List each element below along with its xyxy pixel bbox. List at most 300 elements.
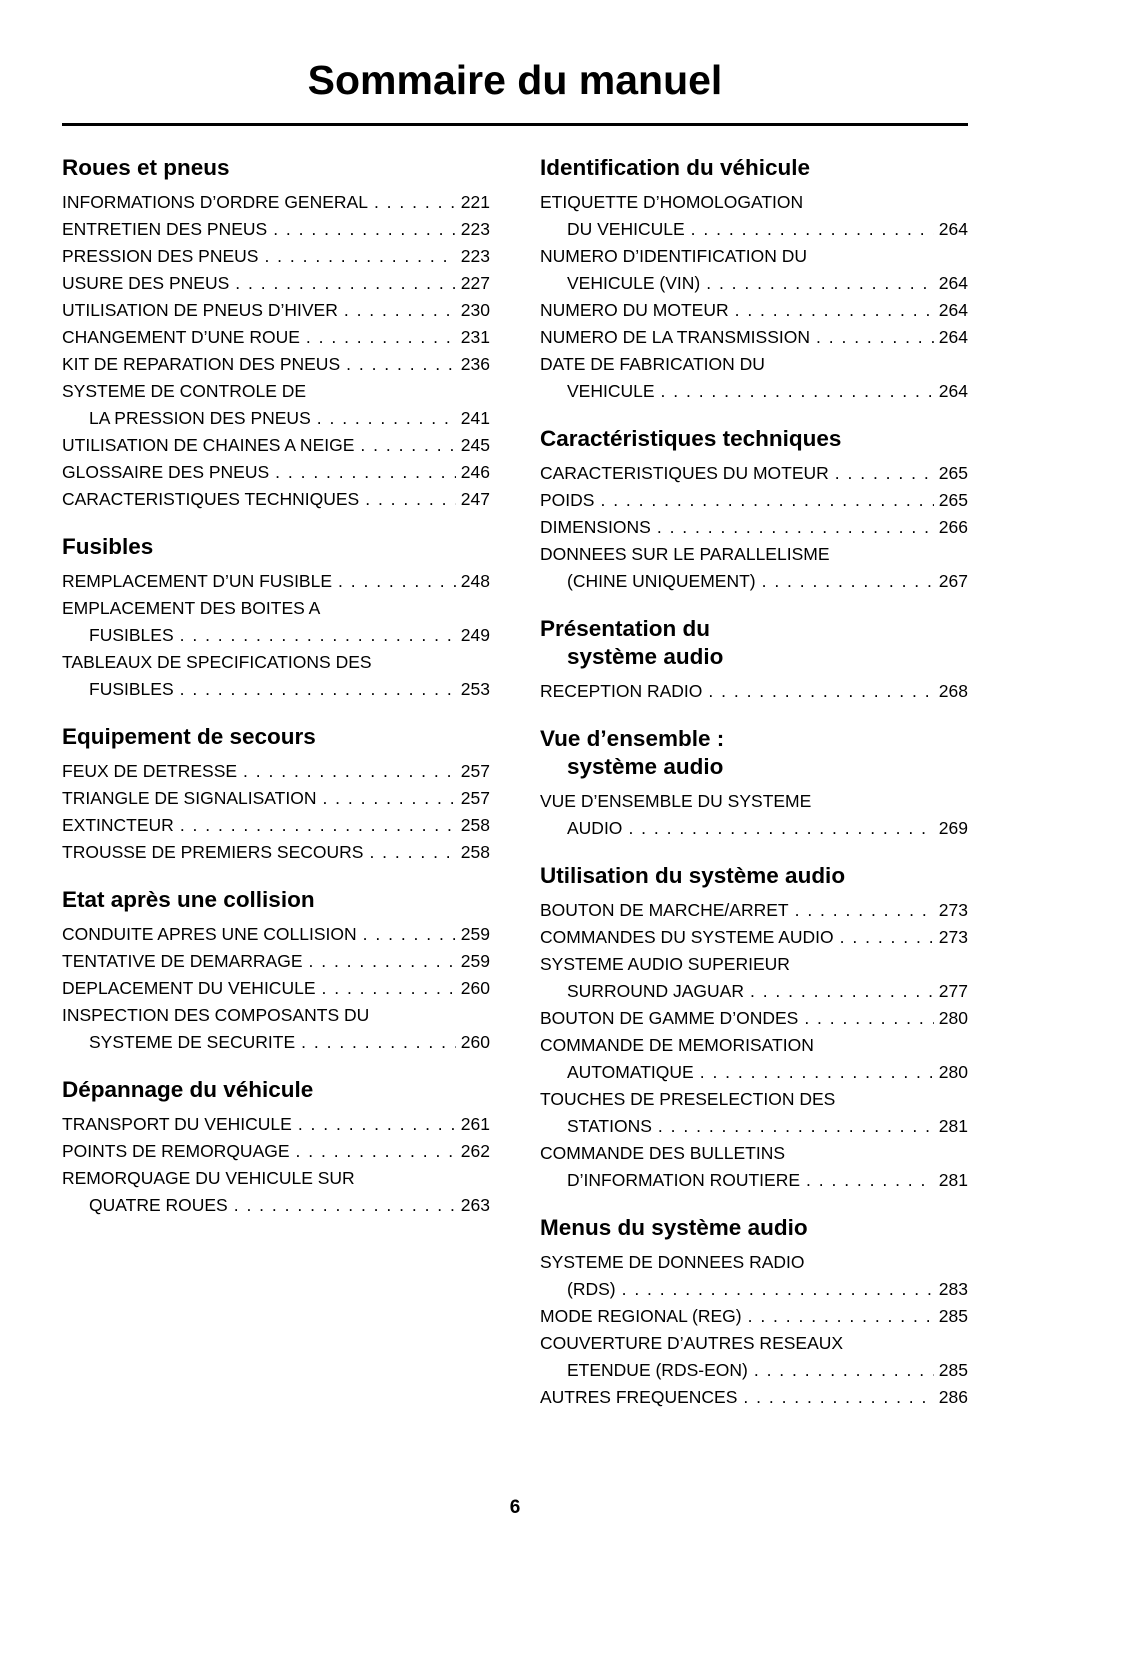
toc-entry-line	[540, 514, 968, 541]
toc-entry	[540, 189, 968, 243]
entry-title: REMORQUAGE DU VEHICULE SUR	[62, 1168, 355, 1188]
entry-title: AUTOMATIQUE	[567, 1062, 694, 1082]
entry-title: FUSIBLES	[89, 625, 174, 645]
entry-title: CARACTERISTIQUES TECHNIQUES	[62, 489, 360, 509]
entry-page-ref: 246	[460, 462, 490, 482]
toc-entry-line	[62, 351, 490, 378]
toc-entry-line	[540, 678, 968, 705]
entry-page-ref: 264	[938, 381, 968, 401]
entry-title: CONDUITE APRES UNE COLLISION	[62, 924, 357, 944]
toc-entry	[62, 921, 490, 948]
toc-entry-line	[62, 839, 490, 866]
dot-leader	[374, 189, 456, 216]
entry-page-ref: 223	[460, 219, 490, 239]
dot-leader	[795, 897, 934, 924]
entry-page-ref: 265	[938, 463, 968, 483]
entry-page-ref: 286	[938, 1387, 968, 1407]
toc-entry-line	[62, 432, 490, 459]
toc-entry	[540, 1330, 968, 1384]
toc-entry-line	[540, 189, 968, 216]
toc-entry-line	[62, 405, 490, 432]
toc-entry	[62, 1111, 490, 1138]
entry-page-ref: 258	[460, 842, 490, 862]
entry-page-ref: 285	[938, 1306, 968, 1326]
page-title: Sommaire du manuel	[307, 57, 723, 103]
entry-title: AUTRES FREQUENCES	[540, 1387, 738, 1407]
section-heading	[540, 862, 968, 890]
toc-section	[540, 615, 968, 705]
entry-title: EXTINCTEUR	[62, 815, 174, 835]
toc-entry	[62, 486, 490, 513]
dot-leader	[264, 243, 455, 270]
toc-entry	[540, 487, 968, 514]
dot-leader	[735, 297, 934, 324]
entry-title: ETIQUETTE D’HOMOLOGATION	[540, 192, 804, 212]
dot-leader	[806, 1167, 934, 1194]
dot-leader	[750, 978, 934, 1005]
toc-entry	[62, 459, 490, 486]
entry-title: TOUCHES DE PRESELECTION DES	[540, 1089, 836, 1109]
entry-page-ref: 259	[460, 924, 490, 944]
toc-columns	[62, 134, 968, 1411]
dot-leader	[657, 514, 934, 541]
section-heading-line: Caractéristiques techniques	[540, 426, 842, 451]
entry-page-ref: 257	[460, 761, 490, 781]
entry-title: POIDS	[540, 490, 595, 510]
toc-entry-line	[62, 459, 490, 486]
dot-leader	[600, 487, 933, 514]
toc-entry-line	[62, 297, 490, 324]
entry-title: QUATRE ROUES	[89, 1195, 228, 1215]
entry-page-ref: 262	[460, 1141, 490, 1161]
toc-section	[540, 154, 968, 405]
entry-title: REMPLACEMENT D’UN FUSIBLE	[62, 571, 333, 591]
section-heading-line: Etat après une collision	[62, 887, 315, 912]
toc-entry-line	[540, 1140, 968, 1167]
entry-title: SYSTEME DE DONNEES RADIO	[540, 1252, 805, 1272]
dot-leader	[628, 815, 933, 842]
dot-leader	[306, 324, 456, 351]
entry-title: COMMANDE DES BULLETINS	[540, 1143, 786, 1163]
toc-entry-line	[540, 978, 968, 1005]
entry-page-ref: 253	[460, 679, 490, 699]
entry-title: TABLEAUX DE SPECIFICATIONS DES	[62, 652, 372, 672]
dot-leader	[816, 324, 934, 351]
toc-entry-line	[540, 1249, 968, 1276]
entry-title: LA PRESSION DES PNEUS	[89, 408, 311, 428]
entry-title: D’INFORMATION ROUTIERE	[567, 1170, 801, 1190]
toc-entry	[540, 460, 968, 487]
entry-title: TENTATIVE DE DEMARRAGE	[62, 951, 303, 971]
entry-page-ref: 266	[938, 517, 968, 537]
toc-entry-line	[62, 595, 490, 622]
toc-entry-line	[62, 649, 490, 676]
page-content	[62, 0, 968, 1654]
entry-title: BOUTON DE MARCHE/ARRET	[540, 900, 789, 920]
entry-page-ref: 258	[460, 815, 490, 835]
entry-title: FUSIBLES	[89, 679, 174, 699]
toc-entry-line	[540, 1167, 968, 1194]
toc-entry-line	[540, 1357, 968, 1384]
entry-page-ref: 281	[938, 1116, 968, 1136]
toc-entry-line	[540, 1059, 968, 1086]
entry-title: DEPLACEMENT DU VEHICULE	[62, 978, 316, 998]
entry-page-ref: 280	[938, 1008, 968, 1028]
entry-title: ETENDUE (RDS-EON)	[567, 1360, 748, 1380]
section-heading	[540, 725, 968, 781]
dot-leader	[298, 1111, 456, 1138]
toc-entry	[62, 649, 490, 703]
entry-page-ref: 230	[460, 300, 490, 320]
toc-entry-line	[62, 378, 490, 405]
entry-title: TROUSSE DE PREMIERS SECOURS	[62, 842, 364, 862]
toc-column-right	[540, 134, 968, 1411]
entry-page-ref: 268	[938, 681, 968, 701]
toc-entry-line	[62, 324, 490, 351]
toc-entry	[62, 595, 490, 649]
toc-entry	[540, 1303, 968, 1330]
dot-leader	[743, 1384, 933, 1411]
entry-page-ref: 269	[938, 818, 968, 838]
toc-entry-line	[540, 487, 968, 514]
toc-section	[62, 154, 490, 513]
entry-title: (RDS)	[567, 1279, 616, 1299]
dot-leader	[691, 216, 934, 243]
entry-title: USURE DES PNEUS	[62, 273, 230, 293]
toc-entry	[62, 324, 490, 351]
entry-title: SYSTEME DE CONTROLE DE	[62, 381, 307, 401]
dot-leader	[365, 486, 456, 513]
toc-column-left	[62, 134, 490, 1219]
entry-title: COMMANDE DE MEMORISATION	[540, 1035, 814, 1055]
entry-page-ref: 277	[938, 981, 968, 1001]
toc-section	[540, 862, 968, 1194]
entry-title: CHANGEMENT D’UNE ROUE	[62, 327, 300, 347]
section-heading-line: Dépannage du véhicule	[62, 1077, 314, 1102]
entry-title: (CHINE UNIQUEMENT)	[567, 571, 756, 591]
toc-entry-line	[540, 1384, 968, 1411]
toc-entry-line	[62, 1138, 490, 1165]
toc-entry	[62, 270, 490, 297]
section-heading	[62, 533, 490, 561]
entry-page-ref: 264	[938, 327, 968, 347]
toc-entry-line	[540, 788, 968, 815]
toc-entry	[540, 297, 968, 324]
toc-entry	[62, 297, 490, 324]
entry-title: DIMENSIONS	[540, 517, 651, 537]
section-heading-line: Présentation du	[540, 616, 711, 641]
toc-section	[540, 725, 968, 842]
toc-entry-line	[540, 378, 968, 405]
toc-entry	[62, 1165, 490, 1219]
entry-title: UTILISATION DE CHAINES A NEIGE	[62, 435, 355, 455]
toc-entry-line	[62, 758, 490, 785]
toc-entry	[540, 1005, 968, 1032]
entry-title: CARACTERISTIQUES DU MOTEUR	[540, 463, 829, 483]
dot-leader	[840, 924, 934, 951]
entry-page-ref: 227	[460, 273, 490, 293]
dot-leader	[243, 758, 456, 785]
dot-leader	[363, 921, 456, 948]
toc-entry-line	[540, 951, 968, 978]
entry-title: KIT DE REPARATION DES PNEUS	[62, 354, 341, 374]
toc-entry-line	[62, 975, 490, 1002]
dot-leader	[658, 1113, 934, 1140]
section-heading	[540, 425, 968, 453]
dot-leader	[346, 351, 456, 378]
section-heading-line: système audio	[567, 754, 724, 779]
section-heading-line: Fusibles	[62, 534, 154, 559]
entry-page-ref: 264	[938, 219, 968, 239]
toc-entry	[62, 378, 490, 432]
toc-entry	[540, 243, 968, 297]
toc-entry-line	[62, 921, 490, 948]
entry-title: COMMANDES DU SYSTEME AUDIO	[540, 927, 834, 947]
section-heading	[62, 886, 490, 914]
entry-page-ref: 245	[460, 435, 490, 455]
dot-leader	[309, 948, 456, 975]
entry-page-ref: 231	[460, 327, 490, 347]
toc-entry	[540, 324, 968, 351]
entry-page-ref: 273	[938, 900, 968, 920]
entry-page-ref: 267	[938, 571, 968, 591]
entry-title: BOUTON DE GAMME D’ONDES	[540, 1008, 799, 1028]
dot-leader	[835, 460, 934, 487]
toc-entry	[540, 541, 968, 595]
entry-title: RECEPTION RADIO	[540, 681, 703, 701]
toc-entry-line	[540, 815, 968, 842]
entry-title: EMPLACEMENT DES BOITES A	[62, 598, 321, 618]
toc-entry-line	[540, 324, 968, 351]
dot-leader	[622, 1276, 934, 1303]
entry-title: UTILISATION DE PNEUS D’HIVER	[62, 300, 338, 320]
toc-entry-line	[540, 541, 968, 568]
entry-title: VEHICULE (VIN)	[567, 273, 701, 293]
toc-section	[540, 425, 968, 595]
toc-entry	[62, 243, 490, 270]
dot-leader	[661, 378, 934, 405]
toc-entry	[540, 788, 968, 842]
entry-page-ref: 281	[938, 1170, 968, 1190]
dot-leader	[754, 1357, 934, 1384]
toc-entry-line	[62, 568, 490, 595]
entry-page-ref: 223	[460, 246, 490, 266]
entry-title: SYSTEME DE SECURITE	[89, 1032, 296, 1052]
dot-leader	[344, 297, 456, 324]
entry-page-ref: 260	[460, 978, 490, 998]
toc-entry	[540, 678, 968, 705]
entry-page-ref: 247	[460, 489, 490, 509]
entry-page-ref: 283	[938, 1279, 968, 1299]
dot-leader	[322, 975, 456, 1002]
toc-entry-line	[540, 1113, 968, 1140]
dot-leader	[804, 1005, 933, 1032]
entry-title: INSPECTION DES COMPOSANTS DU	[62, 1005, 370, 1025]
toc-entry-line	[62, 1165, 490, 1192]
toc-entry	[62, 189, 490, 216]
toc-entry-line	[62, 1029, 490, 1056]
entry-page-ref: 241	[460, 408, 490, 428]
toc-entry-line	[62, 622, 490, 649]
entry-title: PRESSION DES PNEUS	[62, 246, 259, 266]
dot-leader	[273, 216, 456, 243]
toc-entry	[62, 1002, 490, 1056]
entry-title: GLOSSAIRE DES PNEUS	[62, 462, 270, 482]
toc-entry-line	[62, 812, 490, 839]
entry-page-ref: 259	[460, 951, 490, 971]
toc-entry	[540, 951, 968, 1005]
toc-entry-line	[540, 351, 968, 378]
toc-entry	[540, 1140, 968, 1194]
toc-entry-line	[62, 676, 490, 703]
entry-title: MODE REGIONAL (REG)	[540, 1306, 742, 1326]
dot-leader	[234, 1192, 456, 1219]
toc-section	[62, 723, 490, 866]
entry-title: VUE D’ENSEMBLE DU SYSTEME	[540, 791, 812, 811]
entry-title: VEHICULE	[567, 381, 655, 401]
dot-leader	[369, 839, 455, 866]
dot-leader	[322, 785, 455, 812]
entry-title: AUDIO	[567, 818, 623, 838]
toc-entry-line	[540, 1005, 968, 1032]
section-heading	[62, 1076, 490, 1104]
dot-leader	[180, 812, 456, 839]
entry-title: TRANSPORT DU VEHICULE	[62, 1114, 292, 1134]
toc-entry-line	[62, 785, 490, 812]
entry-title: POINTS DE REMORQUAGE	[62, 1141, 290, 1161]
entry-page-ref: 236	[460, 354, 490, 374]
toc-section	[62, 1076, 490, 1219]
entry-title: NUMERO DE LA TRANSMISSION	[540, 327, 811, 347]
entry-title: TRIANGLE DE SIGNALISATION	[62, 788, 317, 808]
title-rule	[62, 123, 968, 126]
toc-entry	[540, 1032, 968, 1086]
toc-entry-line	[62, 1002, 490, 1029]
section-heading	[540, 615, 968, 671]
dot-leader	[708, 678, 933, 705]
toc-entry-line	[62, 216, 490, 243]
toc-entry	[540, 924, 968, 951]
toc-entry-line	[62, 189, 490, 216]
toc-entry-line	[540, 568, 968, 595]
toc-entry	[62, 839, 490, 866]
toc-entry-line	[540, 1032, 968, 1059]
toc-entry	[62, 1138, 490, 1165]
entry-title: INFORMATIONS D’ORDRE GENERAL	[62, 192, 368, 212]
toc-entry-line	[540, 1086, 968, 1113]
section-heading-line: Equipement de secours	[62, 724, 316, 749]
toc-entry	[62, 568, 490, 595]
entry-page-ref: 265	[938, 490, 968, 510]
toc-entry-line	[62, 1192, 490, 1219]
entry-page-ref: 264	[938, 300, 968, 320]
entry-title: STATIONS	[567, 1116, 652, 1136]
toc-entry-line	[540, 1303, 968, 1330]
dot-leader	[700, 1059, 934, 1086]
entry-page-ref: 257	[460, 788, 490, 808]
entry-title: NUMERO D’IDENTIFICATION DU	[540, 246, 808, 266]
toc-entry	[62, 351, 490, 378]
toc-entry-line	[540, 216, 968, 243]
section-heading-line: Vue d’ensemble :	[540, 726, 725, 751]
dot-leader	[180, 622, 456, 649]
section-heading	[62, 723, 490, 751]
toc-entry-line	[62, 243, 490, 270]
entry-page-ref: 264	[938, 273, 968, 293]
entry-title: NUMERO DU MOTEUR	[540, 300, 729, 320]
entry-page-ref: 261	[460, 1114, 490, 1134]
dot-leader	[748, 1303, 934, 1330]
entry-title: DU VEHICULE	[567, 219, 685, 239]
toc-entry-line	[540, 270, 968, 297]
dot-leader	[301, 1029, 456, 1056]
entry-title: SYSTEME AUDIO SUPERIEUR	[540, 954, 790, 974]
dot-leader	[296, 1138, 456, 1165]
toc-entry	[540, 1086, 968, 1140]
entry-page-ref: 221	[460, 192, 490, 212]
toc-entry	[62, 812, 490, 839]
toc-entry	[540, 1249, 968, 1303]
toc-entry	[540, 351, 968, 405]
section-heading	[62, 154, 490, 182]
toc-entry	[62, 785, 490, 812]
entry-title: ENTRETIEN DES PNEUS	[62, 219, 268, 239]
entry-title: DONNEES SUR LE PARALLELISME	[540, 544, 830, 564]
dot-leader	[317, 405, 456, 432]
dot-leader	[706, 270, 934, 297]
toc-entry	[540, 897, 968, 924]
toc-entry-line	[540, 243, 968, 270]
section-heading	[540, 1214, 968, 1242]
toc-section	[62, 886, 490, 1056]
toc-entry	[540, 514, 968, 541]
section-heading-line: Utilisation du système audio	[540, 863, 846, 888]
entry-page-ref: 280	[938, 1062, 968, 1082]
toc-entry	[62, 216, 490, 243]
dot-leader	[360, 432, 455, 459]
entry-page-ref: 273	[938, 927, 968, 947]
entry-page-ref: 263	[460, 1195, 490, 1215]
toc-entry-line	[540, 297, 968, 324]
entry-page-ref: 248	[460, 571, 490, 591]
toc-section	[62, 533, 490, 703]
toc-entry-line	[540, 460, 968, 487]
toc-entry	[62, 975, 490, 1002]
section-heading-line: Roues et pneus	[62, 155, 230, 180]
entry-title: SURROUND JAGUAR	[567, 981, 744, 1001]
toc-section	[540, 1214, 968, 1411]
entry-title: DATE DE FABRICATION DU	[540, 354, 765, 374]
entry-page-ref: 285	[938, 1360, 968, 1380]
entry-page-ref: 249	[460, 625, 490, 645]
toc-entry	[540, 1384, 968, 1411]
dot-leader	[762, 568, 934, 595]
section-heading-line: Identification du véhicule	[540, 155, 811, 180]
dot-leader	[235, 270, 456, 297]
dot-leader	[180, 676, 456, 703]
toc-entry-line	[62, 486, 490, 513]
entry-page-ref: 260	[460, 1032, 490, 1052]
toc-entry-line	[62, 1111, 490, 1138]
page-number: 6	[509, 1497, 521, 1518]
toc-entry	[62, 758, 490, 785]
toc-entry-line	[540, 897, 968, 924]
section-heading-line: système audio	[567, 644, 724, 669]
entry-title: FEUX DE DETRESSE	[62, 761, 238, 781]
dot-leader	[338, 568, 456, 595]
toc-entry-line	[62, 270, 490, 297]
toc-entry-line	[540, 1330, 968, 1357]
